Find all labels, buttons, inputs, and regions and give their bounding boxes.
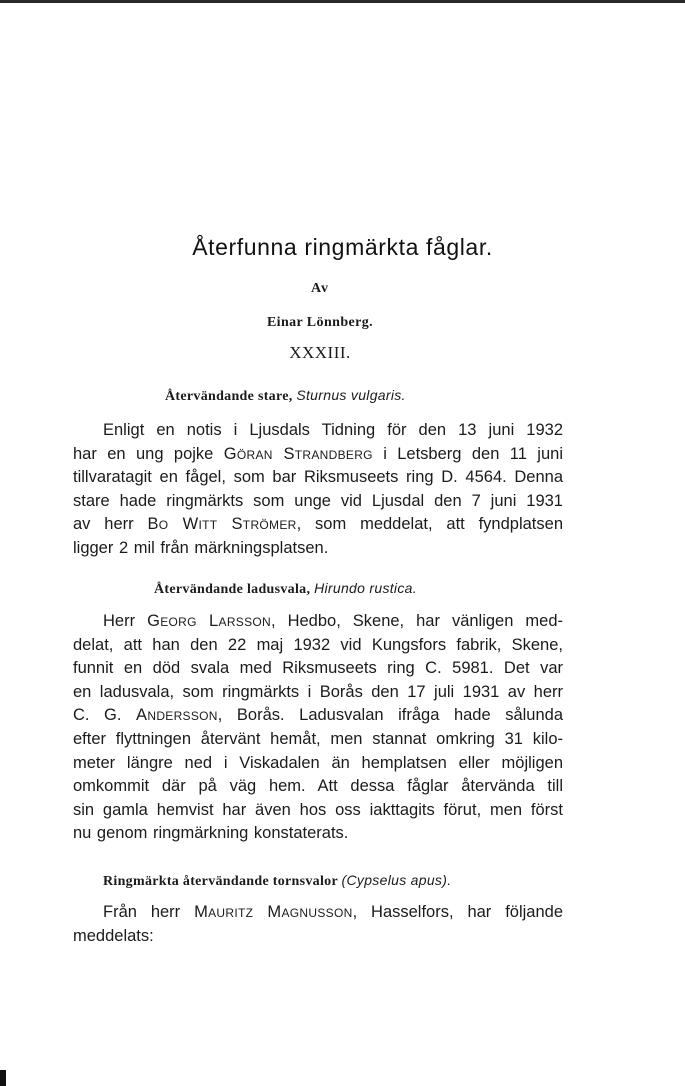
byline: Av xyxy=(310,281,330,296)
top-edge-rule xyxy=(0,0,685,3)
text-line: stare hade ringmärkts som unge vid Ljusdal den 7 juni 1931 xyxy=(73,491,563,510)
article-title: Återfunna ringmärkta fåglar. xyxy=(192,234,493,260)
text-line: Enligt en notis i Ljusdals Tidning för den 13 juni 1932 xyxy=(103,421,563,439)
heading-text: Återvändande ladusvala, xyxy=(154,582,311,597)
text-line: av herr Bo Witt Strömer, som meddelat, att fyndplatsen xyxy=(73,515,563,534)
text-line: C. G. Andersson, Borås. Ladusvalan ifråga hade sålunda xyxy=(73,706,564,725)
text-line: Herr Georg Larsson, Hedbo, Skene, har vänligen med- xyxy=(103,612,563,630)
heading-text: Ringmärkta återvändande tornsvalor xyxy=(103,874,338,889)
person-name: Georg Larsson xyxy=(147,612,271,630)
text-line: funnit en död svala med Riksmuseets ring C. 5981. Det var xyxy=(73,659,563,678)
text-line: en ladusvala, som ringmärkts i Borås den 17 juli 1931 av herr xyxy=(73,682,563,701)
text-line: har en ung pojke Göran Strandberg i Letsberg den 11 juni xyxy=(73,444,563,463)
text-line: meter längre ned i Viskadalen än hemplatsen eller möjligen xyxy=(73,753,563,772)
section-heading-stare xyxy=(165,387,406,405)
corner-scan-mark xyxy=(0,1070,6,1086)
heading-text: Återvändande stare, xyxy=(165,389,293,404)
text-line: efter flyttningen återvänt hemåt, men stannat omkring 31 kilo- xyxy=(73,729,563,748)
part-numeral: XXXIII. xyxy=(289,343,351,362)
species-name: (Cypselus apus). xyxy=(341,872,452,888)
text-line: delat, att han den 22 maj 1932 vid Kungsfors fabrik, Skene, xyxy=(73,635,563,654)
paragraph-tornsvalor xyxy=(73,901,563,948)
text-line: omkommit där på väg hem. Att dessa fåglar återvända till xyxy=(73,777,563,796)
text-line: sin gamla hemvist har även hos oss iakttagits förut, men först xyxy=(73,800,563,819)
species-name: Hirundo rustica. xyxy=(314,580,417,596)
person-name: Mauritz Magnusson xyxy=(194,903,353,921)
author-name: Einar Lönnberg. xyxy=(266,315,374,330)
section-heading-tornsvalor xyxy=(103,872,451,890)
species-name: Sturnus vulgaris. xyxy=(296,387,406,403)
section-heading-ladusvala xyxy=(154,580,417,598)
paragraph-ladusvala xyxy=(73,610,563,846)
text-line: ligger 2 mil från märkningsplatsen. xyxy=(73,538,329,557)
paragraph-stare xyxy=(73,419,563,561)
text-line: tillvaratagit en fågel, som bar Riksmuseets ring D. 4564. Denna xyxy=(73,468,563,487)
text-line: Från herr Mauritz Magnusson, Hasselfors, har följande xyxy=(103,903,563,921)
text-line: nu genom ringmärkning konstaterats. xyxy=(73,824,349,843)
person-name: Bo Witt Strömer xyxy=(147,515,297,534)
person-name: Göran Strandberg xyxy=(223,444,373,463)
person-name: Andersson xyxy=(136,706,218,725)
text-line: meddelats: xyxy=(73,926,154,945)
